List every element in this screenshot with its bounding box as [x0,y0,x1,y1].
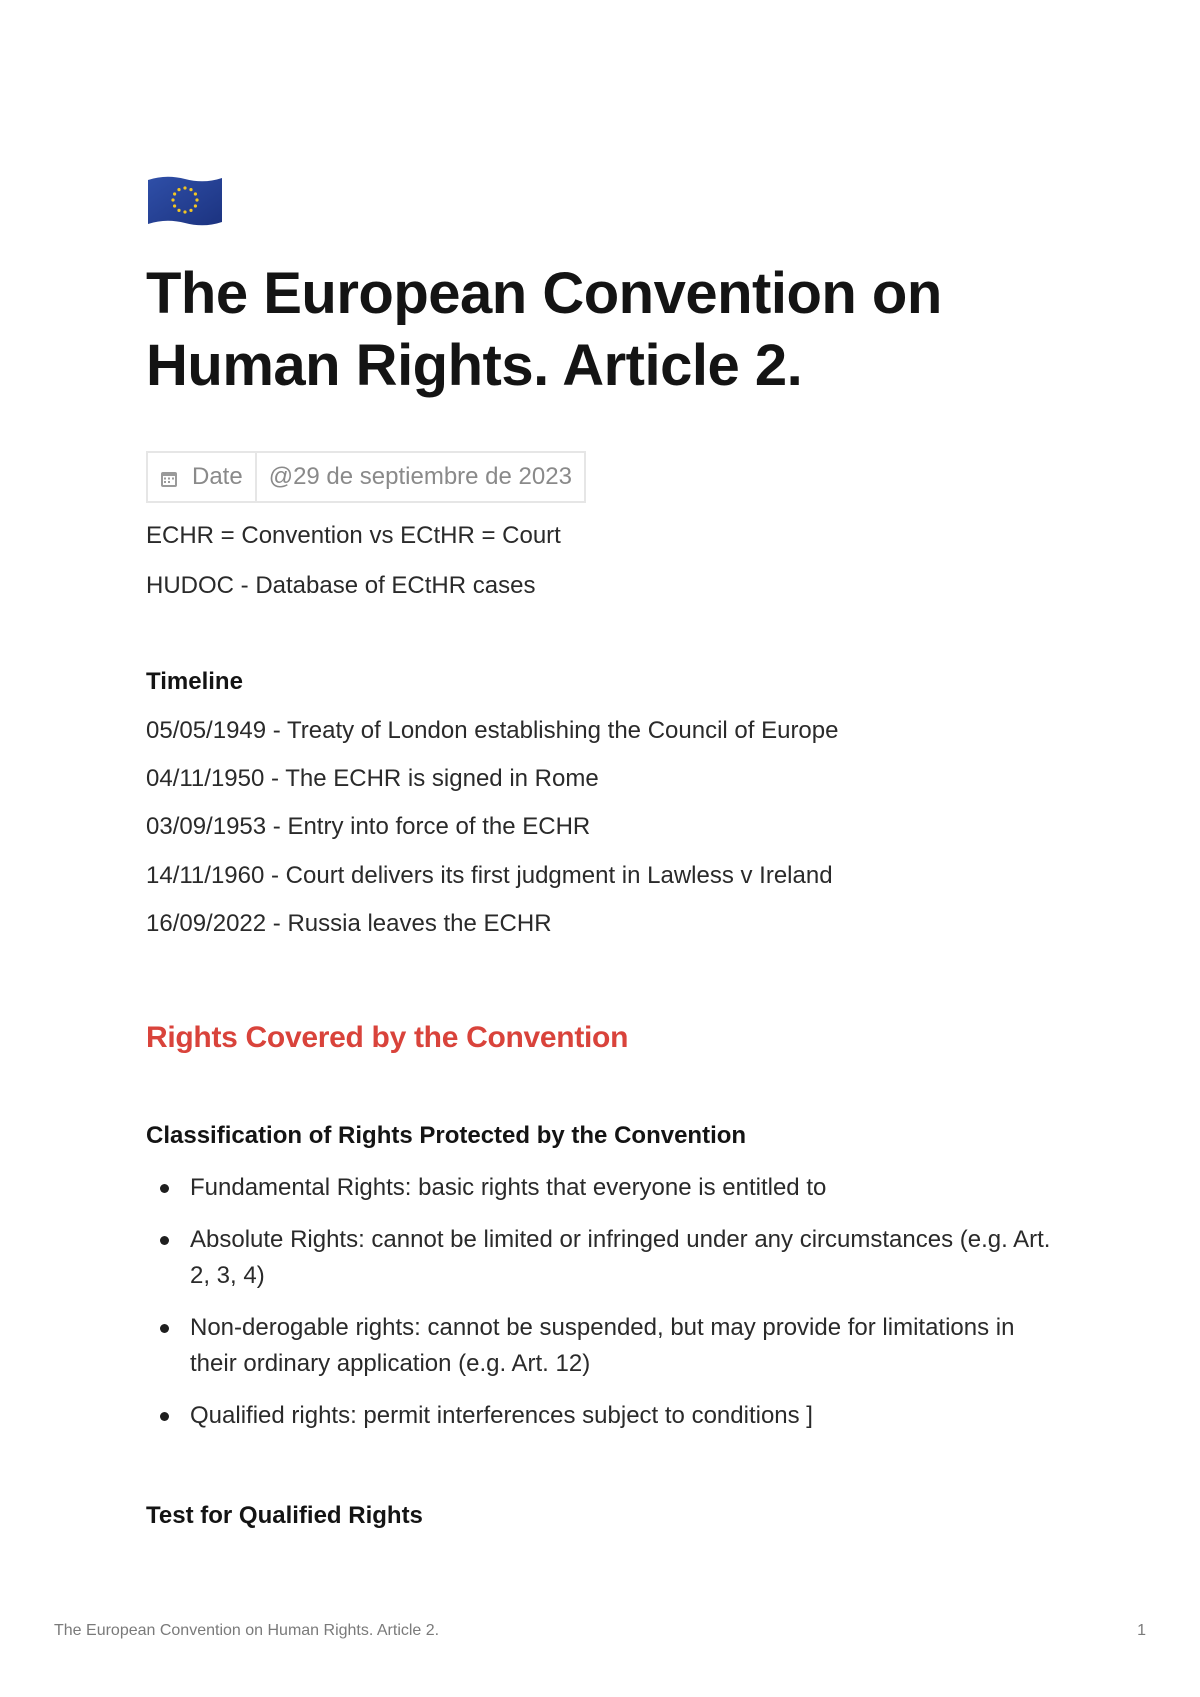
timeline-heading: Timeline [146,668,243,695]
rights-bullet-list [146,1170,1066,1450]
list-item-text: Qualified rights: permit interferences subject to conditions ] [190,1402,813,1429]
timeline-item: 05/05/1949 - Treaty of London establishing the Council of Europe [146,717,839,744]
rights-section-heading: Rights Covered by the Convention [146,1021,629,1054]
list-item-text: Non-derogable rights: cannot be suspended, but may provide for limitations in their ordinary application (e.g. Art. 12) [190,1314,1015,1377]
bullet-dot [160,1324,169,1333]
date-property[interactable] [146,451,586,503]
calendar-icon [160,470,178,488]
date-property-value[interactable]: @29 de septiembre de 2023 [268,463,572,490]
date-property-key [148,453,257,501]
footer-doc-title: The European Convention on Human Rights. Article 2. [54,1622,440,1639]
timeline-item: 14/11/1960 - Court delivers its first judgment in Lawless v Ireland [146,862,833,889]
list-item-text: Fundamental Rights: basic rights that everyone is entitled to [190,1174,827,1201]
intro-line-hudoc: HUDOC - Database of ECtHR cases [146,572,536,599]
footer-page-number: 1 [1137,1622,1146,1639]
timeline-item: 16/09/2022 - Russia leaves the ECHR [146,910,552,937]
list-item [146,1310,1066,1382]
bullet-dot [160,1412,169,1421]
page-title: The European Convention on Human Rights. Article 2. [146,261,942,398]
bullet-dot [160,1236,169,1245]
date-property-label: Date [192,463,243,490]
timeline-item: 04/11/1950 - The ECHR is signed in Rome [146,765,599,792]
classification-heading: Classification of Rights Protected by the Convention [146,1122,747,1149]
list-item [146,1170,1066,1206]
list-item-text: Absolute Rights: cannot be limited or infringed under any circumstances (e.g. Art. 2, 3, 4) [190,1226,1051,1289]
eu-flag-icon [146,174,224,228]
intro-line-echr: ECHR = Convention vs ECtHR = Court [146,522,561,549]
list-item [146,1222,1066,1294]
list-item [146,1398,1066,1434]
bullet-dot [160,1184,169,1193]
test-qualified-rights-heading: Test for Qualified Rights [146,1502,423,1529]
timeline-item: 03/09/1953 - Entry into force of the ECHR [146,813,591,840]
